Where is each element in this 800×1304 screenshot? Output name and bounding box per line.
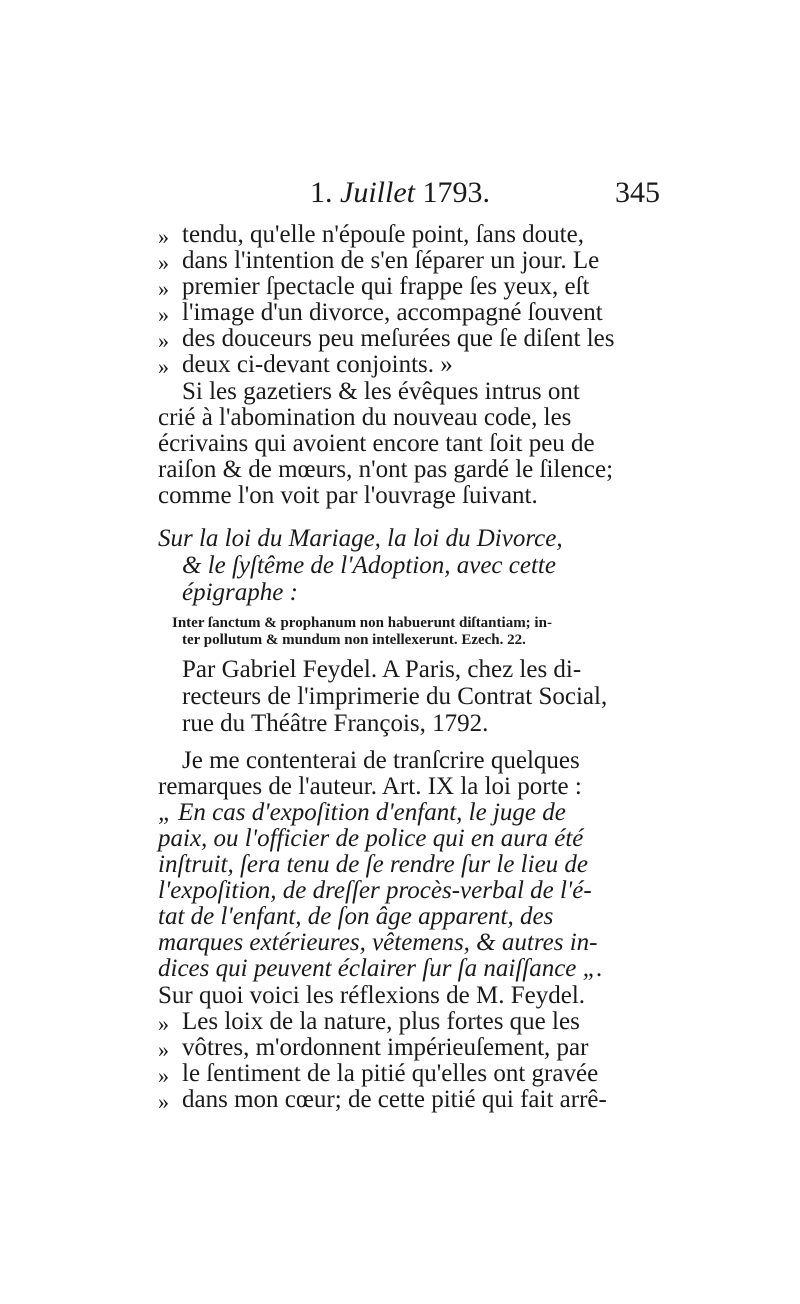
epigraph-line: Inter ſanctum & prophanum non habuerunt diſtantiam; in- — [172, 615, 552, 631]
closing-line: Les loix de la nature, plus fortes que les — [182, 1008, 580, 1035]
imprint-line: Par Gabriel Feydel. A Paris, chez les di- — [182, 656, 582, 683]
opening-line: l'image d'un divorce, accompagné ſouvent — [182, 299, 603, 326]
reflection-line: Sur quoi voici les réflexions de M. Feydel. — [158, 982, 586, 1009]
closing-line: dans mon cœur; de cette pitié qui fait arrê- — [182, 1086, 607, 1113]
running-date: 1. Juillet 1793. — [310, 176, 490, 209]
quote-mark: » — [158, 302, 169, 327]
book-title-line: épigraphe : — [182, 579, 298, 606]
book-title-line: & le ſyſtême de l'Adoption, avec cette — [182, 552, 556, 579]
quote-mark: » — [158, 276, 169, 301]
law-quote-line: „ En cas d'expoſition d'enfant, le juge de — [158, 799, 566, 826]
law-quote-line: l'expoſition, de dreſſer procès-verbal de l'é- — [158, 877, 592, 904]
epigraph-line: ter pollutum & mundum non intellexerunt. Ezech. 22. — [182, 632, 526, 648]
closing-line: vôtres, m'ordonnent impérieuſement, par — [182, 1034, 589, 1061]
book-title-line: Sur la loi du Mariage, la loi du Divorce, — [158, 525, 563, 552]
page-number: 345 — [615, 176, 660, 209]
quote-mark: » — [158, 250, 169, 275]
law-quote-line: dices qui peuvent éclairer ſur ſa naiſſance „. — [158, 955, 603, 982]
law-quote-line: tat de l'enfant, de ſon âge apparent, des — [158, 903, 554, 930]
paragraph-line: Je me contenterai de tranſcrire quelques — [182, 747, 580, 774]
paragraph-line: écrivains qui avoient encore tant ſoit peu de — [158, 430, 595, 457]
opening-line: tendu, qu'elle n'épouſe point, ſans doute, — [182, 221, 584, 248]
opening-line: premier ſpectacle qui frappe ſes yeux, eſt — [182, 273, 590, 300]
opening-line: deux ci-devant conjoints. » — [182, 351, 453, 378]
quote-mark: » — [158, 328, 169, 353]
quote-mark: » — [158, 1063, 169, 1088]
law-quote-line: inſtruit, ſera tenu de ſe rendre ſur le lieu de — [158, 851, 589, 878]
paragraph-line: Si les gazetiers & les évêques intrus ont — [182, 378, 580, 405]
imprint-line: rue du Théâtre François, 1792. — [182, 710, 489, 737]
opening-line: dans l'intention de s'en ſéparer un jour. Le — [182, 247, 600, 274]
closing-line: le ſentiment de la pitié qu'elles ont gravée — [182, 1060, 599, 1087]
law-quote-line: marques extérieures, vêtemens, & autres in- — [158, 929, 598, 956]
quote-mark: » — [158, 1089, 169, 1114]
paragraph-line: crié à l'abomination du nouveau code, les — [158, 404, 572, 431]
paragraph-line: raiſon & de mœurs, n'ont pas gardé le ſilence; — [158, 456, 614, 483]
law-quote-line: paix, ou l'officier de police qui en aura été — [158, 825, 584, 852]
quote-mark: » — [158, 354, 169, 379]
paragraph-line: comme l'on voit par l'ouvrage ſuivant. — [158, 482, 538, 509]
quote-mark: » — [158, 1011, 169, 1036]
quote-mark: » — [158, 224, 169, 249]
quote-mark: » — [158, 1037, 169, 1062]
imprint-line: recteurs de l'imprimerie du Contrat Social, — [182, 683, 608, 710]
opening-line: des douceurs peu meſurées que ſe diſent les — [182, 325, 615, 352]
paragraph-line: remarques de l'auteur. Art. IX la loi porte : — [158, 773, 582, 800]
running-header — [310, 176, 660, 216]
